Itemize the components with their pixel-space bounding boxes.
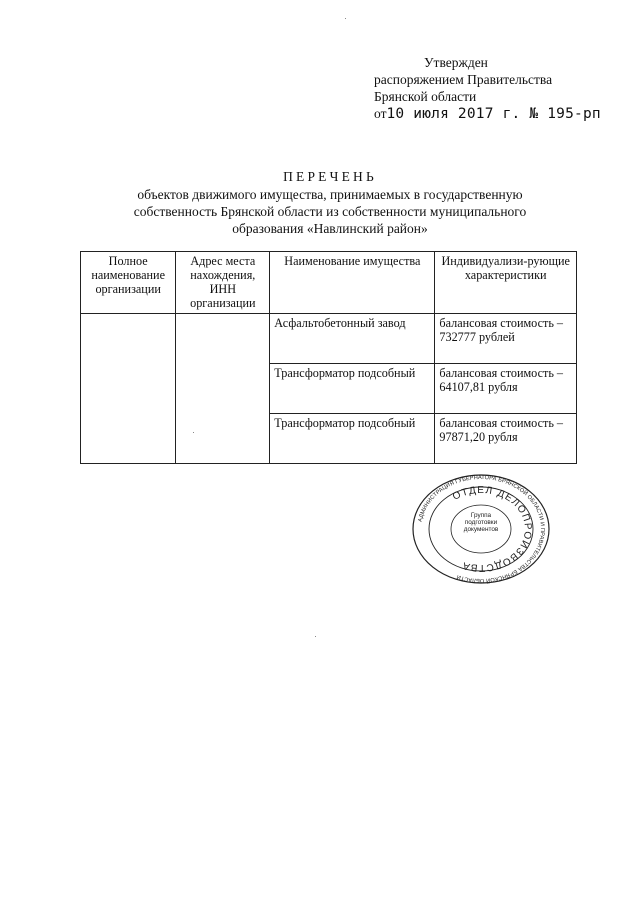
table-row [81,314,577,364]
property-name-cell: Асфальтобетонный завод [270,314,435,364]
heading-line-3: образования «Навлинский район» [232,221,428,236]
table-header-row [81,252,577,314]
approval-date [374,105,601,123]
heading-line-2: собственность Брянской области из собственности муниципального [133,204,527,219]
document-title: ПЕРЕЧЕНЬ [283,169,377,184]
header-address-inn: Адрес места нахождения, ИНН организации [176,252,270,314]
seal-inner-text: ОТДЕЛ ДЕЛОПРОИЗВОДСТВА [451,484,534,574]
header-characteristics: Индивидуализи-рующие характеристики [435,252,577,314]
approval-block [374,54,601,123]
organization-cell [81,314,176,464]
approval-date-handwritten: 10 июля 2017 г. № 195-рп [386,106,601,122]
approval-line-2: распоряжением Правительства [374,72,553,87]
approval-line-3: Брянской области [374,89,477,104]
document-heading [80,168,580,237]
header-organization-name: Полное наименование организации [81,252,176,314]
property-name-cell: Трансформатор подсобный [270,364,435,414]
header-property-name: Наименование имущества [270,252,435,314]
address-cell [176,314,270,464]
property-table [80,251,577,464]
characteristics-cell: балансовая стоимость – 64107,81 рубля [435,364,577,414]
characteristics-cell: балансовая стоимость – 732777 рублей [435,314,577,364]
heading-line-1: объектов движимого имущества, принимаемых в государственную [137,187,523,202]
seal-center-text: Группа подготовки документов [463,512,499,534]
approval-line-1: Утвержден [424,55,488,70]
office-seal [410,474,552,584]
property-name-cell: Трансформатор подсобный [270,414,435,464]
approval-date-prefix: от [374,106,387,121]
characteristics-cell: балансовая стоимость – 97871,20 рубля [435,414,577,464]
seal-outer-text: АДМИНИСТРАЦИЯ ГУБЕРНАТОРА БРЯНСКОЙ ОБЛАСТИ И ПРАВИТЕЛЬСТВА БРЯНСКОЙ ОБЛАСТИ [417,474,546,584]
